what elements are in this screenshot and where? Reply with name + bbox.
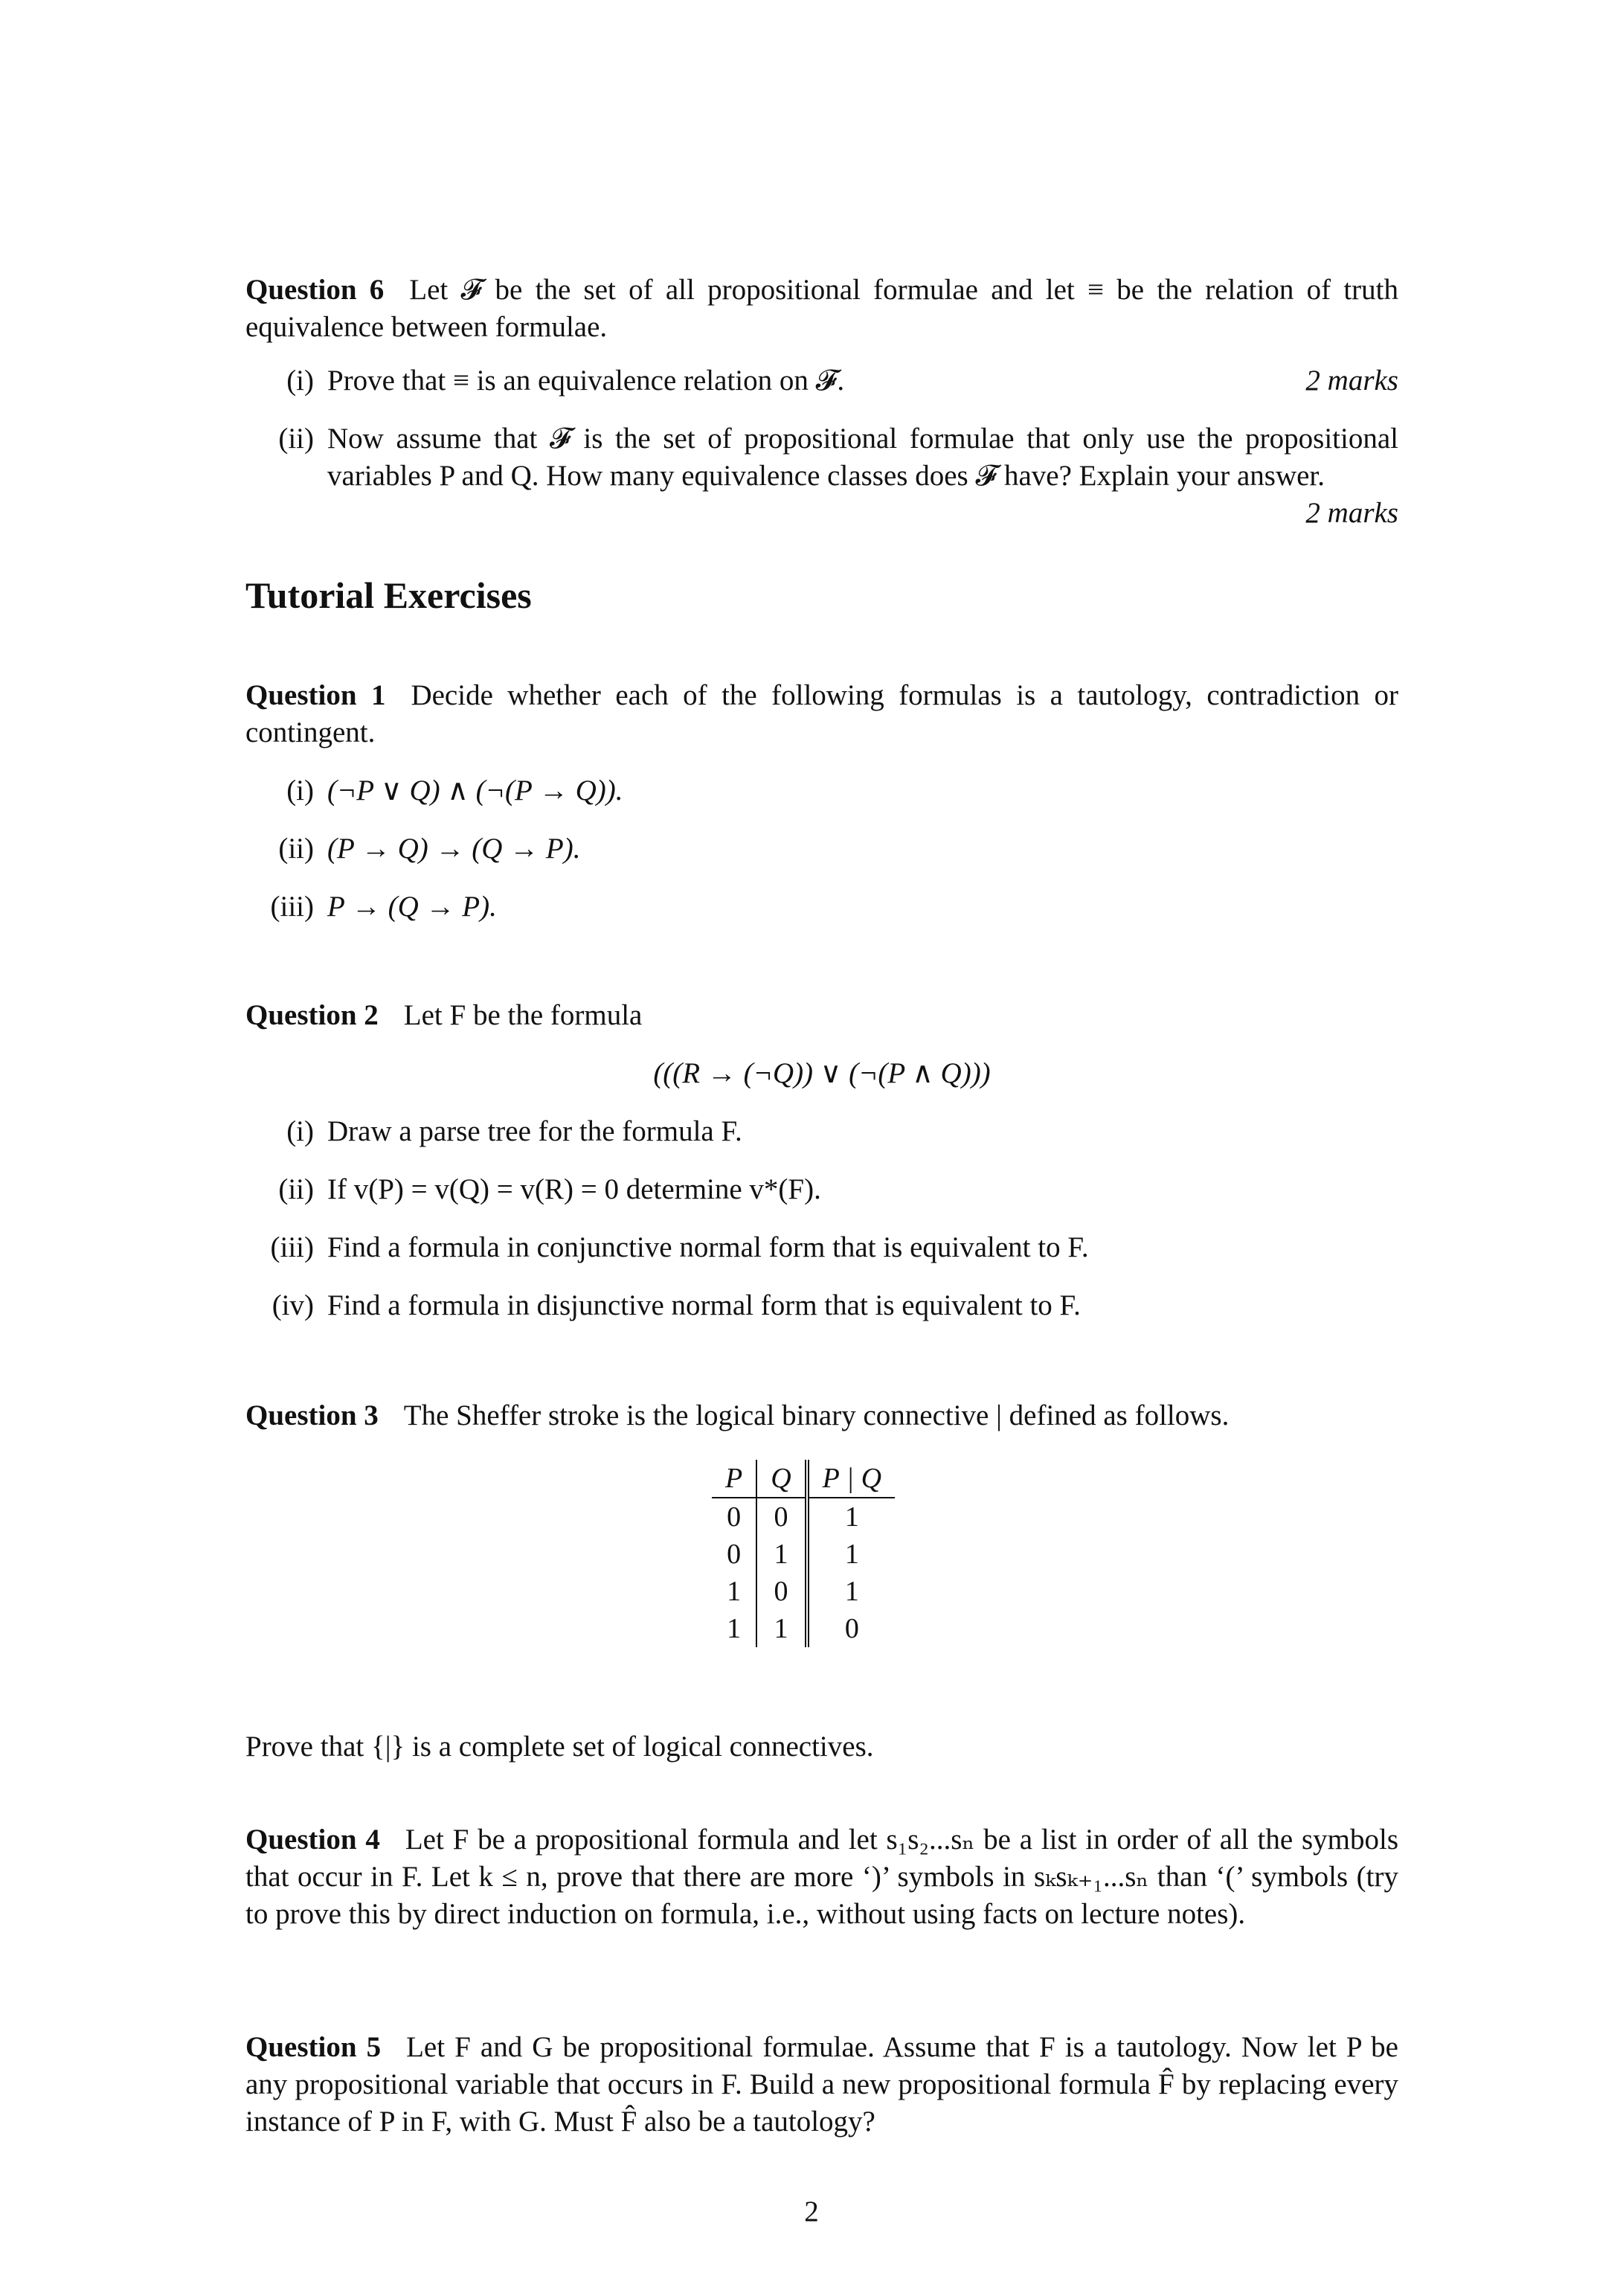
truth-table-header-row bbox=[712, 1460, 895, 1498]
question-text: The Sheffer stroke is the logical binary connective | defined as follows. bbox=[403, 1399, 1230, 1431]
table-cell: 0 bbox=[756, 1498, 806, 1536]
sub-question-text: Draw a parse tree for the formula F. bbox=[327, 1115, 742, 1147]
question-1 bbox=[245, 677, 1398, 926]
question-heading: Question 4 bbox=[245, 1824, 380, 1856]
sub-question-number: (i) bbox=[286, 365, 314, 397]
table-header: P bbox=[712, 1460, 756, 1498]
question-3-intro bbox=[245, 1397, 1398, 1434]
sub-question-number: (iii) bbox=[270, 891, 314, 923]
question-heading: Question 2 bbox=[245, 999, 379, 1031]
sub-question-number: (iv) bbox=[271, 1289, 314, 1321]
sub-question bbox=[245, 362, 1398, 400]
sub-question-text: Now assume that 𝓕 is the set of propositional formulae that only use the propositional variables P and Q. How many equivalence classes does 𝓕 have? Explain your answer. bbox=[327, 423, 1398, 492]
sub-question bbox=[245, 772, 1398, 809]
truth-table bbox=[712, 1460, 895, 1647]
sub-question bbox=[245, 420, 1398, 495]
sub-question bbox=[245, 888, 1398, 926]
question-heading: Question 6 bbox=[245, 274, 385, 306]
question-heading: Question 3 bbox=[245, 1399, 379, 1431]
question-text: Let F and G be propositional formulae. Assume that F is a tautology. Now let P be any propositional variable that occurs in F. Build a new propositional formula F̂ by replacing every instance of P in F, with G. Must F̂ also be a tautology? bbox=[245, 2031, 1398, 2138]
question-4 bbox=[245, 1821, 1398, 1933]
table-cell: 1 bbox=[844, 1539, 859, 1570]
display-formula: (((R → (¬Q)) ∨ (¬(P ∧ Q))) bbox=[653, 1057, 991, 1089]
question-5 bbox=[245, 2029, 1398, 2141]
question-3-conclusion: Prove that {|} is a complete set of logical connectives. bbox=[245, 1731, 874, 1763]
question-text: Let F be the formula bbox=[403, 999, 643, 1031]
sub-question-number: (ii) bbox=[278, 1173, 314, 1205]
formula: (¬P ∨ Q) ∧ (¬(P → Q)). bbox=[327, 775, 623, 807]
table-cell: 0 bbox=[712, 1536, 756, 1573]
formula: (P → Q) → (Q → P). bbox=[327, 833, 581, 865]
question-text: Decide whether each of the following formulas is a tautology, contradiction or contingent. bbox=[245, 679, 1399, 748]
sub-question-number: (i) bbox=[286, 775, 314, 807]
table-cell: 0 bbox=[844, 1613, 859, 1644]
question-3 bbox=[245, 1397, 1398, 1434]
page-number: 2 bbox=[804, 2196, 819, 2228]
sub-question bbox=[245, 1287, 1398, 1324]
sub-question bbox=[245, 1113, 1398, 1150]
question-2 bbox=[245, 997, 1398, 1324]
table-cell: 1 bbox=[756, 1610, 806, 1647]
table-header: Q bbox=[756, 1460, 806, 1498]
question-6 bbox=[245, 272, 1398, 532]
table-cell: 1 bbox=[844, 1576, 859, 1607]
question-6-intro bbox=[245, 272, 1398, 346]
table-cell: 1 bbox=[712, 1610, 756, 1647]
sub-question bbox=[245, 830, 1398, 868]
table-header: P | Q bbox=[807, 1460, 895, 1498]
sub-question-text: Find a formula in conjunctive normal form that is equivalent to F. bbox=[327, 1231, 1089, 1263]
table-cell: 1 bbox=[712, 1573, 756, 1610]
question-text: Let 𝓕 be the set of all propositional formulae and let ≡ be the relation of truth equivalence between formulae. bbox=[245, 274, 1398, 343]
sub-question bbox=[245, 1171, 1398, 1208]
sub-question-number: (iii) bbox=[270, 1231, 314, 1263]
sub-question-number: (i) bbox=[286, 1115, 314, 1147]
table-row bbox=[712, 1573, 895, 1610]
sub-question-text: Find a formula in disjunctive normal form that is equivalent to F. bbox=[327, 1289, 1081, 1321]
table-cell: 1 bbox=[844, 1501, 859, 1533]
section-title: Tutorial Exercises bbox=[245, 574, 532, 616]
question-2-intro bbox=[245, 997, 1398, 1034]
table-cell: 1 bbox=[756, 1536, 806, 1573]
sub-question-text: Prove that ≡ is an equivalence relation on 𝓕. bbox=[327, 365, 845, 397]
sub-question bbox=[245, 1229, 1398, 1266]
sub-question-number: (ii) bbox=[278, 423, 314, 455]
question-heading: Question 5 bbox=[245, 2031, 382, 2063]
table-cell: 0 bbox=[756, 1573, 806, 1610]
marks-label: 2 marks bbox=[1305, 497, 1398, 529]
table-row bbox=[712, 1610, 895, 1647]
question-text: Let F be a propositional formula and let s₁s₂...sₙ be a list in order of all the symbols that occur in F. Let k ≤ n, prove that there are more ‘)’ symbols in sₖsₖ₊₁...sₙ than ‘(’ symbols (try to prove this by direct induction on formula, i.e., without using facts on lecture notes). bbox=[245, 1824, 1398, 1930]
sub-question-text: If v(P) = v(Q) = v(R) = 0 determine v*(F). bbox=[327, 1173, 821, 1205]
marks-label: 2 marks bbox=[1305, 365, 1398, 397]
question-heading: Question 1 bbox=[245, 679, 386, 711]
table-cell: 0 bbox=[712, 1498, 756, 1536]
question-1-intro bbox=[245, 677, 1398, 751]
table-row bbox=[712, 1536, 895, 1573]
table-row bbox=[712, 1498, 895, 1536]
sub-question-number: (ii) bbox=[278, 833, 314, 865]
formula: P → (Q → P). bbox=[327, 891, 497, 923]
